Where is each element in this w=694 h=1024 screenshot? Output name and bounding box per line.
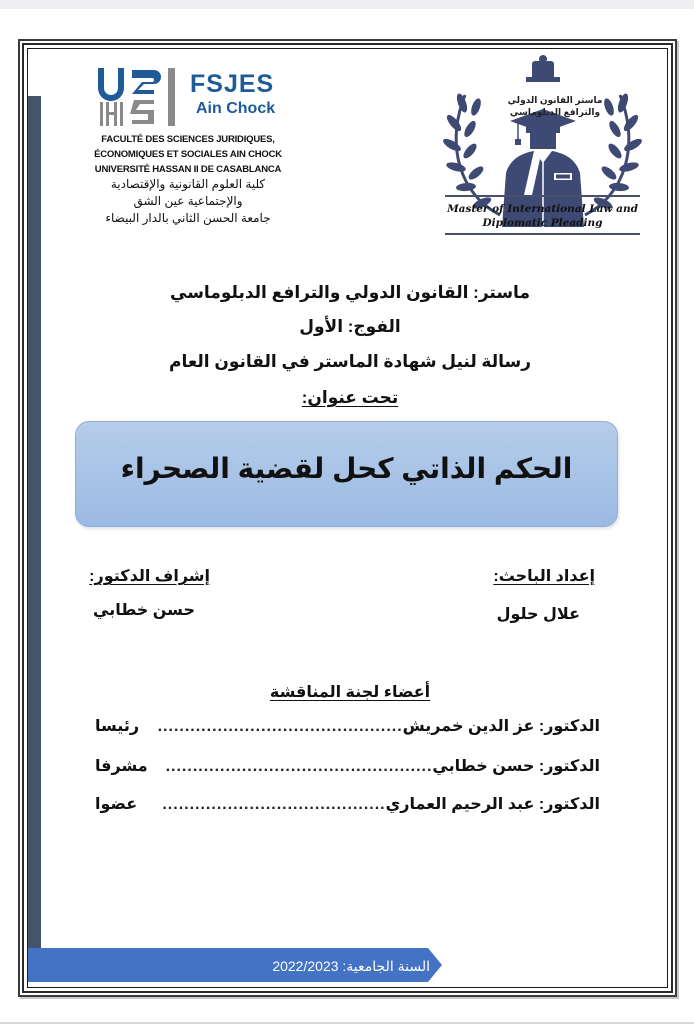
master-name-ar-1: ماستر القانون الدولي	[507, 95, 603, 105]
committee-row	[95, 756, 600, 780]
faculty-name-ar-2: والإجتماعية عين الشق	[133, 194, 243, 208]
researcher-name: علال حلول	[496, 606, 580, 623]
academic-year: السنة الجامعية: 2022/2023	[272, 958, 430, 974]
logo-divider-top	[445, 195, 640, 197]
decorative-side-bar	[28, 96, 41, 951]
master-name-ar-2: والترافع الدبلوماسي	[509, 107, 601, 117]
under-title-label: تحت عنوان:	[301, 388, 399, 407]
university-name-ar: جامعة الحسن الثاني بالدار البيضاء	[105, 211, 271, 225]
member-name: عبد الرحيم العماري	[385, 796, 535, 813]
researcher-label: إعداد الباحث:	[493, 568, 595, 585]
university-monogram-icon	[96, 66, 178, 128]
leader-dots: .................................................	[165, 758, 433, 775]
thesis-title-box	[75, 421, 618, 527]
purpose-line: رسالة لنيل شهادة الماستر في القانون العام	[168, 352, 532, 371]
master-name-en-1: Master of International Law and	[447, 203, 638, 215]
master-name-en-2: Diplomatic Pleading	[482, 217, 603, 229]
thesis-title: الحكم الذاتي كحل لقضية الصحراء	[120, 453, 573, 484]
top-edge-strip	[0, 0, 694, 9]
member-role: رئيسا	[95, 718, 140, 735]
leader-dots: .........................................	[162, 796, 386, 813]
supervisor-label: إشراف الدكتور:	[89, 568, 210, 585]
member-name: حسن خطابي	[432, 758, 535, 775]
committee-title: أعضاء لجنة المناقشة	[269, 684, 431, 701]
fsjes-subtitle: Ain Chock	[196, 100, 276, 117]
fsjes-title: FSJES	[190, 70, 275, 98]
faculty-name-fr-2: ÉCONOMIQUES ET SOCIALES AIN CHOCK	[94, 149, 282, 160]
member-role: عضوا	[95, 796, 138, 813]
faculty-name-ar-1: كلية العلوم القانونية والإقتصادية	[110, 177, 266, 191]
member-prefix: الدكتور:	[538, 718, 600, 735]
logo-divider-bottom	[445, 233, 640, 235]
committee-row	[95, 794, 600, 818]
member-name: عز الدين خمريش	[402, 718, 535, 735]
leader-dots: .............................................	[157, 718, 403, 735]
university-name-fr: UNIVERSITÉ HASSAN II DE CASABLANCA	[94, 164, 282, 175]
member-prefix: الدكتور:	[538, 796, 600, 813]
faculty-name-fr-1: FACULTÉ DES SCIENCES JURIDIQUES,	[101, 134, 275, 145]
cohort-line: الفوج: الأول	[299, 317, 401, 336]
member-role: مشرفا	[95, 758, 148, 775]
fsjes-logo	[88, 62, 288, 237]
member-prefix: الدكتور:	[538, 758, 600, 775]
master-program-logo	[440, 55, 645, 240]
supervisor-name: حسن خطابي	[93, 602, 195, 619]
program-line: ماستر: القانون الدولي والترافع الدبلوماسي	[170, 283, 530, 302]
committee-row	[95, 716, 600, 740]
